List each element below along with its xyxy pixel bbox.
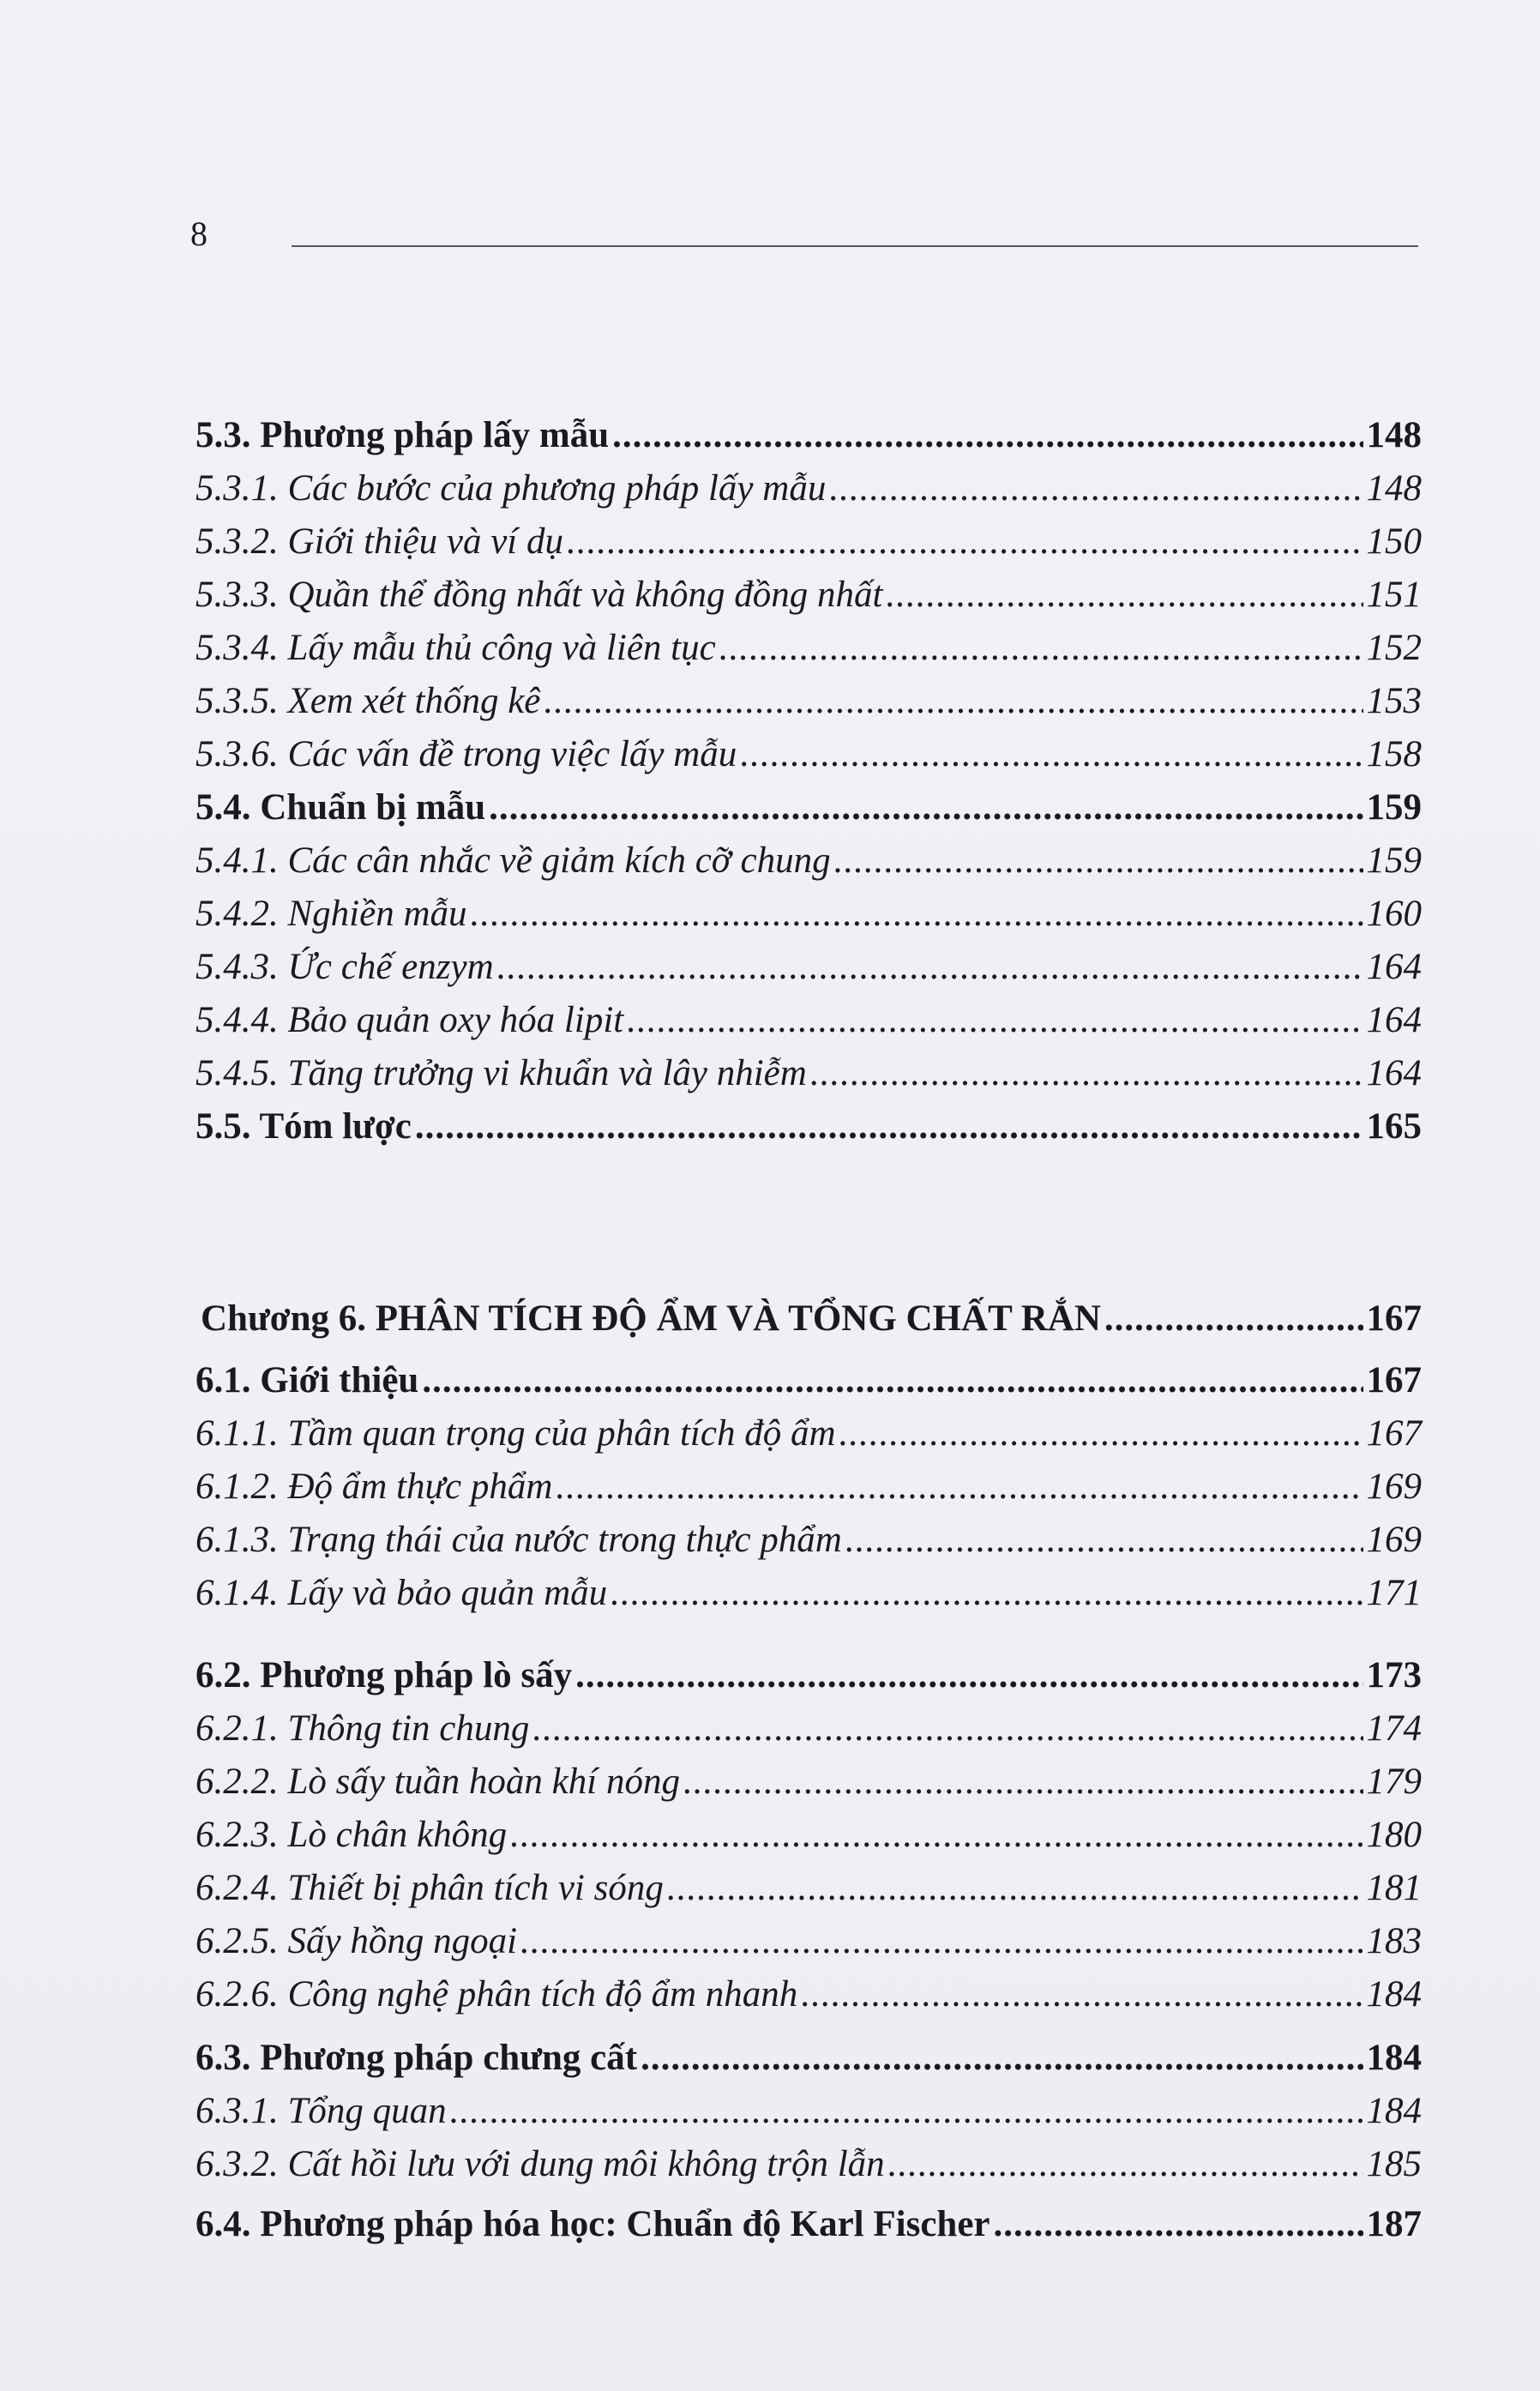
toc-entry-page-number: 167 [1366,1413,1422,1454]
toc-entry-page-number: 179 [1366,1762,1422,1802]
toc-entry-title: 6.1.3. Trạng thái của nước trong thực phẩm [196,1520,842,1560]
dot-leader [994,2201,1363,2249]
toc-entry-page-number: 164 [1366,947,1422,987]
toc-entry-page-number: 171 [1366,1573,1422,1613]
dot-leader [520,1918,1363,1966]
toc-entry-title: 6.2.2. Lò sấy tuần hoàn khí nóng [196,1762,680,1802]
toc-entry-title: 6.2.3. Lò chân không [196,1815,508,1855]
toc-entry-page-number: 160 [1366,894,1422,934]
toc-entry-section [196,1357,1422,1405]
toc-entry-title: 5.3.5. Xem xét thống kê [196,681,541,721]
toc-entry-page-number: 174 [1366,1708,1422,1749]
toc-entry-sub [196,997,1422,1045]
toc-entry-title: 6.3. Phương pháp chưng cất [196,2038,638,2078]
toc-entry-title: 5.4.1. Các cân nhắc về giảm kích cỡ chung [196,840,831,881]
toc-entry-sub [196,518,1422,566]
dot-leader [567,518,1363,566]
dot-leader [886,571,1363,619]
dot-leader [415,1103,1363,1151]
toc-entry-page-number: 167 [1366,1298,1422,1339]
toc-entry-section [196,412,1422,460]
dot-leader [1104,1295,1363,1343]
toc-entry-page-number: 164 [1366,1000,1422,1040]
toc-entry-title: 6.2. Phương pháp lò sấy [196,1655,573,1695]
page-number: 8 [190,214,208,253]
toc-entry-page-number: 165 [1366,1106,1422,1147]
toc-entry-page-number: 181 [1366,1868,1422,1908]
toc-entry-page-number: 184 [1366,1974,1422,2015]
dot-leader [801,1971,1363,2019]
dot-leader [612,412,1363,460]
toc-entry-page-number: 158 [1366,734,1422,774]
dot-leader [544,678,1363,726]
toc-entry-sub [196,731,1422,779]
dot-leader [497,943,1363,991]
toc-entry-section [196,1652,1422,1700]
toc-entry-title: 5.4.5. Tăng trưởng vi khuẩn và lây nhiễm [196,1053,807,1093]
dot-leader [450,2087,1363,2135]
toc-entry-title: 6.2.6. Công nghệ phân tích độ ẩm nhanh [196,1974,798,2015]
toc-entry-sub [196,1918,1422,1966]
toc-entry-title: Chương 6. PHÂN TÍCH ĐỘ ẨM VÀ TỔNG CHẤT RẮN [201,1298,1101,1339]
toc-entry-title: 6.1. Giới thiệu [196,1360,419,1400]
dot-leader [556,1463,1363,1511]
toc-entry-page-number: 180 [1366,1815,1422,1855]
toc-entry-sub [196,1971,1422,2019]
toc-entry-page-number: 148 [1366,415,1422,455]
toc-entry-sub [196,1758,1422,1806]
toc-entry-sub [196,465,1422,513]
toc-entry-page-number: 153 [1366,681,1422,721]
toc-entry-sub [196,943,1422,991]
toc-entry-title: 5.3.2. Giới thiệu và ví dụ [196,521,563,562]
dot-leader [683,1758,1363,1806]
toc-entry-page-number: 185 [1366,2144,1422,2184]
toc-entry-sub [196,1516,1422,1564]
toc-entry-sub [196,2087,1422,2135]
toc-entry-page-number: 184 [1366,2038,1422,2078]
toc-entry-title: 5.3.6. Các vấn đề trong việc lấy mẫu [196,734,737,774]
toc-entry-title: 5.4.2. Nghiền mẫu [196,894,467,934]
toc-entry-title: 6.3.2. Cất hồi lưu với dung môi không trộn lẫn [196,2144,885,2184]
toc-entry-title: 5.3.3. Quần thể đồng nhất và không đồng nhất [196,575,883,615]
toc-entry-page-number: 159 [1366,787,1422,828]
toc-entry-sub [196,1705,1422,1753]
toc-entry-title: 6.2.1. Thông tin chung [196,1708,530,1749]
toc-entry-title: 5.4. Chuẩn bị mẫu [196,787,486,828]
toc-entry-title: 5.3.1. Các bước của phương pháp lấy mẫu [196,468,827,509]
dot-leader [845,1516,1363,1564]
toc-entry-sub [196,571,1422,619]
toc-entry-page-number: 164 [1366,1053,1422,1093]
toc-entry-sub [196,2141,1422,2189]
dot-leader [834,837,1363,885]
toc-entry-title: 5.3.4. Lấy mẫu thủ công và liên tục [196,628,716,668]
toc-entry-sub [196,1864,1422,1912]
toc-entry-chapter [201,1295,1422,1343]
dot-leader [888,2141,1363,2189]
toc-entry-title: 6.3.1. Tổng quan [196,2091,447,2131]
toc-entry-title: 6.2.5. Sấy hồng ngoại [196,1921,518,1961]
toc-entry-section [196,1103,1422,1151]
toc-entry-page-number: 148 [1366,468,1422,509]
toc-entry-section [196,784,1422,832]
dot-leader [422,1357,1363,1405]
toc-entry-title: 6.1.4. Lấy và bảo quản mẫu [196,1573,608,1613]
dot-leader [810,1050,1363,1098]
toc-entry-sub [196,1410,1422,1458]
toc-entry-section [196,2034,1422,2082]
dot-leader [532,1705,1363,1753]
toc-entry-title: 6.4. Phương pháp hóa học: Chuẩn độ Karl Fischer [196,2204,990,2244]
dot-leader [641,2034,1363,2082]
toc-entry-page-number: 184 [1366,2091,1422,2131]
toc-entry-sub [196,1569,1422,1617]
toc-entry-title: 6.1.2. Độ ẩm thực phẩm [196,1467,553,1507]
dot-leader [489,784,1363,832]
toc-entry-page-number: 169 [1366,1520,1422,1560]
dot-leader [839,1410,1363,1458]
dot-leader [611,1569,1363,1617]
toc-entry-title: 5.4.4. Bảo quản oxy hóa lipit [196,1000,624,1040]
toc-entry-sub [196,1463,1422,1511]
toc-entry-section [196,2201,1422,2249]
dot-leader [575,1652,1363,1700]
dot-leader [510,1811,1363,1859]
toc-entry-title: 6.1.1. Tầm quan trọng của phân tích độ ẩm [196,1413,836,1454]
toc-entry-sub [196,678,1422,726]
toc-entry-title: 5.4.3. Ức chế enzym [196,947,494,987]
toc-entry-title: 5.3. Phương pháp lấy mẫu [196,415,610,455]
toc-entry-page-number: 167 [1366,1360,1422,1400]
dot-leader [627,997,1363,1045]
toc-entry-page-number: 151 [1366,575,1422,615]
toc-entry-sub [196,837,1422,885]
toc-entry-page-number: 187 [1366,2204,1422,2244]
toc-entry-page-number: 159 [1366,840,1422,881]
toc-entry-page-number: 173 [1366,1655,1422,1695]
toc-entry-page-number: 169 [1366,1467,1422,1507]
dot-leader [471,890,1363,938]
dot-leader [667,1864,1363,1912]
toc-entry-sub [196,1811,1422,1859]
toc-entry-title: 5.5. Tóm lược [196,1106,412,1147]
toc-entry-page-number: 152 [1366,628,1422,668]
toc-entry-page-number: 150 [1366,521,1422,562]
dot-leader [740,731,1363,779]
toc-entry-sub [196,1050,1422,1098]
dot-leader [829,465,1363,513]
toc-entry-sub [196,624,1422,672]
toc-entry-sub [196,890,1422,938]
toc-entry-page-number: 183 [1366,1921,1422,1961]
dot-leader [719,624,1363,672]
toc-entry-title: 6.2.4. Thiết bị phân tích vi sóng [196,1868,664,1908]
